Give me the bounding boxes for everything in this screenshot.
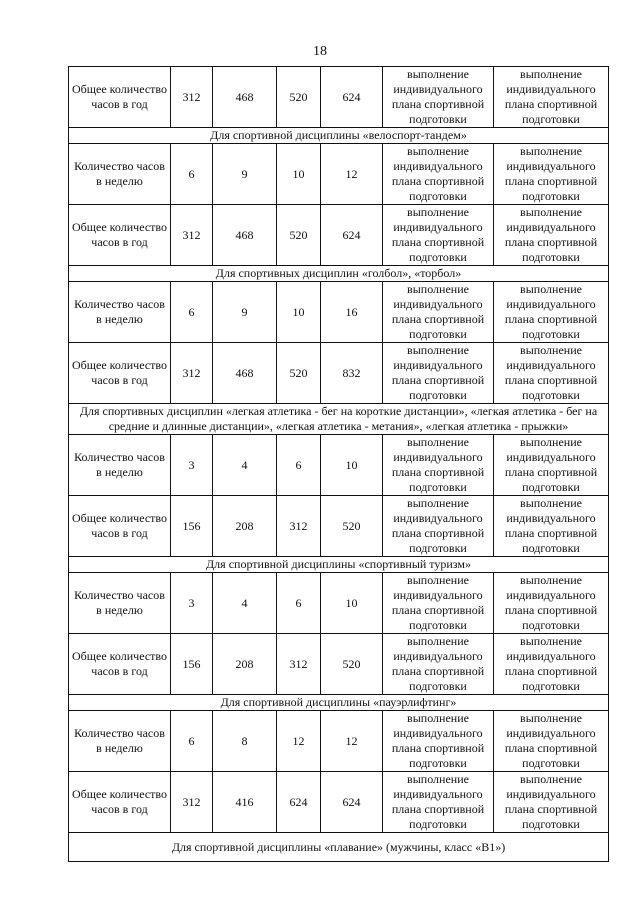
row-label: Количество часов в неделю [69, 435, 171, 496]
plan-cell: выполнение индивидуального плана спортивной подготовки [383, 144, 494, 205]
value-cell: 208 [213, 496, 277, 557]
section-heading: Для спортивной дисциплины «пауэрлифтинг» [69, 695, 609, 711]
section-heading: Для спортивной дисциплины «плавание» (мужчины, класс «В1») [69, 833, 609, 862]
value-cell: 16 [321, 282, 383, 343]
training-hours-table [68, 66, 609, 862]
row-label: Количество часов в неделю [69, 144, 171, 205]
value-cell: 312 [277, 634, 321, 695]
table-row [69, 435, 609, 496]
value-cell: 468 [213, 205, 277, 266]
table-row [69, 496, 609, 557]
value-cell: 6 [171, 144, 213, 205]
plan-cell: выполнение индивидуального плана спортивной подготовки [494, 282, 609, 343]
value-cell: 520 [321, 634, 383, 695]
value-cell: 156 [171, 634, 213, 695]
plan-cell: выполнение индивидуального плана спортивной подготовки [494, 205, 609, 266]
value-cell: 10 [277, 282, 321, 343]
value-cell: 3 [171, 573, 213, 634]
row-label: Количество часов в неделю [69, 711, 171, 772]
value-cell: 468 [213, 343, 277, 404]
row-label: Общее количество часов в год [69, 67, 171, 128]
table-row [69, 711, 609, 772]
plan-cell: выполнение индивидуального плана спортивной подготовки [494, 772, 609, 833]
value-cell: 6 [277, 573, 321, 634]
section-heading-row [69, 128, 609, 144]
row-label: Общее количество часов в год [69, 772, 171, 833]
value-cell: 4 [213, 573, 277, 634]
table-row [69, 634, 609, 695]
value-cell: 624 [321, 67, 383, 128]
table-row [69, 343, 609, 404]
table-row [69, 205, 609, 266]
value-cell: 520 [277, 343, 321, 404]
section-heading: Для спортивных дисциплин «голбол», «торбол» [69, 266, 609, 282]
plan-cell: выполнение индивидуального плана спортивной подготовки [383, 205, 494, 266]
table-row [69, 772, 609, 833]
row-label: Общее количество часов в год [69, 496, 171, 557]
value-cell: 8 [213, 711, 277, 772]
section-heading-row [69, 404, 609, 435]
value-cell: 4 [213, 435, 277, 496]
section-heading-row [69, 695, 609, 711]
value-cell: 6 [171, 282, 213, 343]
table-row [69, 282, 609, 343]
section-heading-row [69, 833, 609, 862]
page-number: 18 [313, 44, 327, 59]
value-cell: 10 [321, 573, 383, 634]
section-heading: Для спортивных дисциплин «легкая атлетика - бег на короткие дистанции», «легкая атлетика - бег на средние и длинные дистанции», «легкая атлетика - метания», «легкая атлетика - прыжки» [69, 404, 609, 435]
value-cell: 468 [213, 67, 277, 128]
value-cell: 312 [171, 67, 213, 128]
value-cell: 12 [321, 711, 383, 772]
plan-cell: выполнение индивидуального плана спортивной подготовки [494, 144, 609, 205]
section-heading: Для спортивной дисциплины «спортивный туризм» [69, 557, 609, 573]
row-label: Общее количество часов в год [69, 205, 171, 266]
value-cell: 6 [171, 711, 213, 772]
plan-cell: выполнение индивидуального плана спортивной подготовки [494, 343, 609, 404]
plan-cell: выполнение индивидуального плана спортивной подготовки [494, 435, 609, 496]
value-cell: 624 [321, 772, 383, 833]
value-cell: 312 [171, 772, 213, 833]
row-label: Количество часов в неделю [69, 282, 171, 343]
table-row [69, 144, 609, 205]
row-label: Общее количество часов в год [69, 634, 171, 695]
plan-cell: выполнение индивидуального плана спортивной подготовки [383, 343, 494, 404]
plan-cell: выполнение индивидуального плана спортивной подготовки [383, 711, 494, 772]
value-cell: 10 [321, 435, 383, 496]
plan-cell: выполнение индивидуального плана спортивной подготовки [494, 67, 609, 128]
plan-cell: выполнение индивидуального плана спортивной подготовки [494, 634, 609, 695]
value-cell: 12 [321, 144, 383, 205]
value-cell: 624 [321, 205, 383, 266]
value-cell: 9 [213, 282, 277, 343]
value-cell: 416 [213, 772, 277, 833]
value-cell: 9 [213, 144, 277, 205]
value-cell: 520 [321, 496, 383, 557]
plan-cell: выполнение индивидуального плана спортивной подготовки [383, 67, 494, 128]
row-label: Количество часов в неделю [69, 573, 171, 634]
row-label: Общее количество часов в год [69, 343, 171, 404]
value-cell: 624 [277, 772, 321, 833]
value-cell: 12 [277, 711, 321, 772]
value-cell: 832 [321, 343, 383, 404]
section-heading-row [69, 266, 609, 282]
value-cell: 312 [171, 343, 213, 404]
plan-cell: выполнение индивидуального плана спортивной подготовки [383, 573, 494, 634]
value-cell: 10 [277, 144, 321, 205]
value-cell: 156 [171, 496, 213, 557]
value-cell: 312 [171, 205, 213, 266]
plan-cell: выполнение индивидуального плана спортивной подготовки [383, 772, 494, 833]
plan-cell: выполнение индивидуального плана спортивной подготовки [494, 496, 609, 557]
section-heading: Для спортивной дисциплины «велоспорт-тандем» [69, 128, 609, 144]
plan-cell: выполнение индивидуального плана спортивной подготовки [383, 282, 494, 343]
value-cell: 520 [277, 205, 321, 266]
plan-cell: выполнение индивидуального плана спортивной подготовки [494, 573, 609, 634]
value-cell: 3 [171, 435, 213, 496]
plan-cell: выполнение индивидуального плана спортивной подготовки [383, 496, 494, 557]
plan-cell: выполнение индивидуального плана спортивной подготовки [383, 435, 494, 496]
plan-cell: выполнение индивидуального плана спортивной подготовки [494, 711, 609, 772]
section-heading-row [69, 557, 609, 573]
value-cell: 312 [277, 496, 321, 557]
table-body [69, 67, 609, 862]
table-row [69, 573, 609, 634]
value-cell: 208 [213, 634, 277, 695]
table-row [69, 67, 609, 128]
value-cell: 520 [277, 67, 321, 128]
value-cell: 6 [277, 435, 321, 496]
plan-cell: выполнение индивидуального плана спортивной подготовки [383, 634, 494, 695]
